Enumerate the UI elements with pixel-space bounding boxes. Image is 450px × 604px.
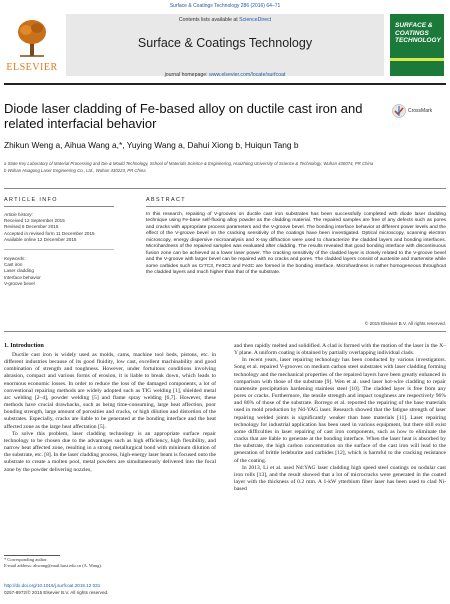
journal-cover-thumbnail[interactable]	[390, 14, 444, 76]
cover-title: SURFACE & COATINGS TECHNOLOGY	[395, 22, 441, 44]
revised-date: Revised 6 December 2015	[4, 224, 59, 230]
keyword-item: V-groove bevel	[4, 280, 35, 286]
crossmark-label: CrossMark	[408, 108, 433, 114]
keywords-label: Keywords:	[4, 256, 26, 261]
cover-band	[390, 58, 444, 61]
elsevier-tree-icon	[16, 18, 48, 58]
affiliation-b: b Wuhan Huagong Laser Engineering Co., Ltd., Wuhan 430223, PR China	[4, 168, 146, 173]
keywords	[4, 256, 114, 287]
article-info-heading: ARTICLE INFO	[4, 197, 58, 203]
sciencedirect-link[interactable]: ScienceDirect	[239, 17, 272, 23]
corresponding-author-note: * Corresponding author.	[4, 557, 48, 562]
right-column	[234, 343, 446, 493]
publisher-name: ELSEVIER	[6, 62, 58, 73]
journal-citation[interactable]: Surface & Coatings Technology 286 (2016) 64–71	[169, 3, 281, 9]
article-history	[4, 212, 114, 243]
abstract-heading-rule	[146, 206, 446, 207]
abstract-heading: ABSTRACT	[146, 197, 186, 203]
homepage-link[interactable]: www.elsevier.com/locate/surfcoat	[209, 72, 286, 78]
abstract-copyright: © 2015 Elsevier B.V. All rights reserved.	[364, 321, 446, 326]
accepted-date: Accepted in revised form 11 December 2015	[4, 230, 95, 236]
header-divider	[4, 83, 446, 85]
journal-title[interactable]: Surface & Coatings Technology	[137, 36, 313, 50]
crossmark-badge[interactable]	[392, 104, 444, 120]
keywords-divider	[4, 249, 114, 250]
intro-paragraph: Ductile cast iron is widely used as molds, cams, machine tool beds, pistons, etc. in different industries because of its good fluidity, low cast, excellent machinability and good combination of strength and toughness. However, under fortuitous conditions involving abrasion, compact and various forms of erosion, it is liable to break down, which leads to enormous economic losses. In order to reduce the loss of the damaged components, a lot of conventional repairing methods are widely adopted such as TIG welding [1], shielded metal arc welding [2–4], powder welding [5] and flame spray welding [6,7]. However, these methods have crucial drawbacks, such as being time-consuming, large heat affection, poor bonding strength, large amount of porosities and cracks, or high dilution and distortion of the substrates. Especially, cracks are liable to be generated at the bonding interface and the heat affected zone as the large heat affectation [5].	[4, 352, 216, 430]
journal-banner	[66, 14, 384, 76]
contents-line	[66, 17, 384, 23]
contents-prefix: Contents lists available at	[178, 17, 240, 23]
journal-header	[4, 14, 446, 80]
journal-homepage	[66, 72, 384, 78]
issn-line: 0257-8972/© 2015 Elsevier B.V. All rights reserved.	[4, 590, 109, 595]
affiliation-divider	[4, 188, 446, 189]
intro-paragraph: In 2013, Li et al. used Nd:YAG laser cladding high speed steel coatings on nodular cast iron rolls [13], and the result showed that a lot of microcracks were generated in the coated layer with the thickness of 0.2 mm. A 1-kW ytterbium fiber laser has been used to clad Ni-based	[234, 464, 446, 493]
crossmark-icon	[392, 104, 406, 118]
homepage-prefix: journal homepage:	[164, 72, 209, 78]
footnote-rule	[4, 555, 60, 556]
doi-link[interactable]: http://dx.doi.org/10.1016/j.surfcoat.2015.12.031	[4, 583, 101, 588]
email-note: E-mail address: ahwang@mail.hust.edu.cn (A. Wang).	[4, 563, 103, 568]
introduction-heading: 1. Introduction	[4, 342, 44, 349]
keyword-item: Laser cladding	[4, 268, 34, 274]
history-label: Article history:	[4, 212, 33, 217]
keyword-item: Interface behavior	[4, 274, 41, 280]
abstract-text: In this research, repairing of V-grooves on ductile cast iron substrates has been successfully completed with diode laser cladding technique using Fe-base self-fluxing alloy powder as the cladding material. The repaired samples are free of any defects such as pores and cracks with appropriate process parameters and the V-groove bevel. The bonding interface behavior at different power levels and the effect of the V-groove bevel on the cracking sensitivity of the coatings have been investigated. Optical microscopy, scanning electron microscopy, energy dispersive microanalysis and X-ray diffraction were used to characterize the cladded layers and bonding interfaces. Microhardness of the repaired samples was evaluated after cladding. The results revealed that good bonding interface with discontinuous fusion zone can be achieved at a lower laser power. The cracking sensitivity of the cladded layer is closely related to the V-groove bevel and the V-groove with larger bevel can be repaired with no cracks and pores. The cladded layers consist of austenite and martensite while some carbides such as Cr7C3, Fe3C3 and Fe3C are formed in the bonding interface. Microhardness is rather homogeneous throughout the cladded layers and much higher than that of the substrate.	[146, 212, 446, 276]
left-column	[4, 352, 216, 474]
author-list: Zhikun Weng a, Aihua Wang a,*, Yuying Wang a, Dahui Xiong b, Huiqun Tang b	[4, 140, 299, 150]
intro-paragraph: To solve this problem, laser cladding technology is an appropriate surface repair technology to be chosen due to the advantages such as high efficiency, high flexibility, and narrow heat affected zone, resulting in a strong metallurgical bond with minimum dilution of the substrate, etc. [8]. In the laser cladding process, high-energy laser beam is focused onto the substrate to create a molten pool, metal powders are simultaneously delivered into the focal zone by the powder delivering nozzles,	[4, 430, 216, 473]
intro-paragraph: In recent years, laser repairing technology has been conducted by various investigators. Song et al. repaired V-grooves on medium carbon steel substrates with laser cladding forming technology and the mechanical properties of the repaired layers have been greatly enhanced in comparison with those of the substrate [9]. Wen et al. used laser hot-wire cladding to repair martensite precipitation hardening stainless steel [10]. The cladded layer is free from any pores or cracks. Furthermore, the tensile strength and impact toughness are respectively 96% and 86% of those of the substrate. Borrego et al. reported the repairing of the base materials used in mold production by Nd-YAG laser. Research showed that the fatigue strength of laser repairing welded joints is significantly weaker than base materials [11]. Laser repairing technology for industrial application has been used in various equipment, but there still exist some difficulties in laser repairing of cast iron components, such as how to eliminate the cracks that are liable to generate at the bonding interface. When the laser heat is absorbed by the substrate, the high carbon concentration on the surface of the cast iron will lead to the generation of brittle ledeburite and carbides [12], which is harmful to the cracking resistance of the coating.	[234, 357, 446, 464]
online-date: Available online 12 December 2015	[4, 236, 77, 242]
elsevier-logo[interactable]	[4, 16, 60, 78]
front-matter-divider	[4, 331, 446, 332]
affiliation-a: a State Key Laboratory of Material Processing and Die & Mould Technology, School of Materials Science & Engineering, Huazhong University of Science & Technology, Wuhan 430074, PR China	[4, 161, 374, 166]
info-heading-rule	[4, 206, 114, 207]
article-title: Diode laser cladding of Fe-based alloy on ductile cast iron and related interfacial behavior	[4, 101, 363, 131]
received-date: Received 12 September 2015	[4, 218, 65, 224]
intro-paragraph-continued: and then rapidly melted and solidified. A clad is formed with the motion of the laser in the X–Y plane. A uniform coating is obtained by partially overlapping individual clads.	[234, 343, 446, 357]
keyword-item: Cast iron	[4, 262, 23, 268]
